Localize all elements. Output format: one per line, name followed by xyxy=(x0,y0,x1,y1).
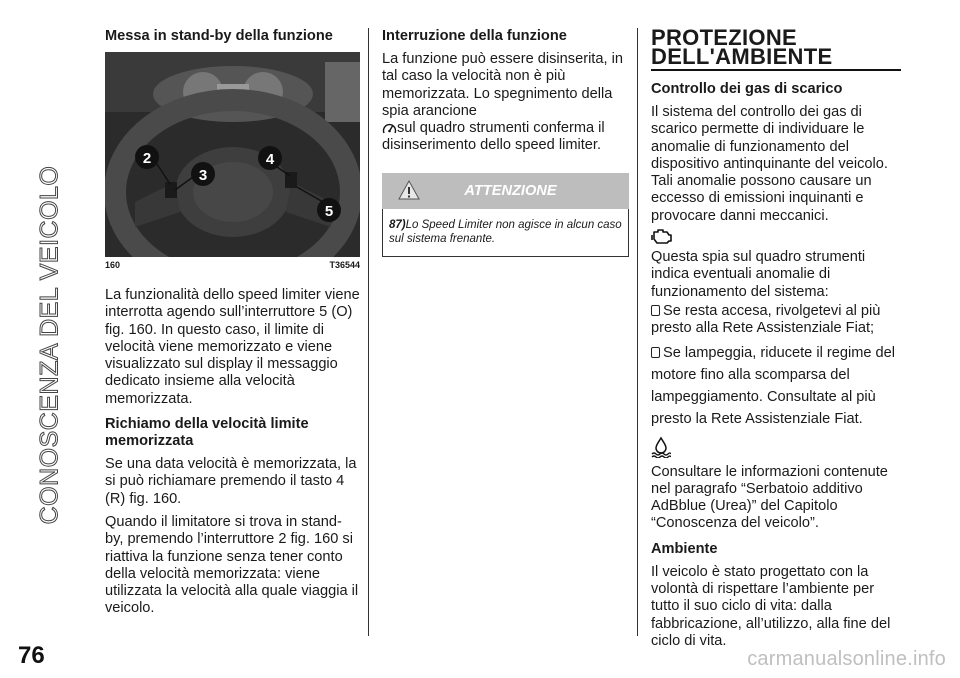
warning-number: 87) xyxy=(389,218,406,231)
engine-warning-icon xyxy=(651,227,673,245)
figure-code: T36544 xyxy=(329,260,360,270)
paragraph: La funzione può essere disinserita, in tal caso la velocità non è più memorizzata. Lo spegnimento della spia arancione sul quadro strumenti conferma il disinserimento dello speed limiter. xyxy=(382,51,623,154)
page-number: 76 xyxy=(18,642,45,669)
svg-text:4: 4 xyxy=(265,151,275,168)
warning-box xyxy=(382,209,629,257)
column-divider xyxy=(368,28,369,636)
column-left xyxy=(105,28,360,618)
speed-limiter-warning-icon xyxy=(382,122,397,135)
figure-number: 160 xyxy=(105,260,121,270)
steering-wheel-figure xyxy=(105,52,360,257)
section-heading: Interruzione della funzione xyxy=(382,28,567,44)
bullet-icon xyxy=(651,347,660,358)
paragraph: Questa spia sul quadro strumenti indica eventuali anomalie di funzionamento del sistema: xyxy=(651,249,866,300)
warning-title: ATTENZIONE xyxy=(464,182,557,199)
paragraph: Il sistema del controllo dei gas di scarico permette di individuare le anomalie di funzionamento del dispositivo antinquinante del veicolo. Tali anomalie possono causare un eccesso di emissioni inquinanti e provocare danni meccanici. xyxy=(651,104,888,224)
engine-icon-row xyxy=(651,227,901,249)
section-heading: Ambiente xyxy=(651,540,718,557)
paragraph: Quando il limitatore si trova in stand-by, premendo l’interruttore 2 fig. 160 si riattiva la funzione senza tener conto della velocità memorizzata: viene utilizzata la velocità alla quale viaggia il veicolo. xyxy=(105,513,359,617)
svg-text:5: 5 xyxy=(324,203,334,220)
svg-text:2: 2 xyxy=(142,150,152,167)
column-divider xyxy=(637,28,638,636)
warning-text: Lo Speed Limiter non agisce in alcun caso sul sistema frenante. xyxy=(389,218,622,245)
paragraph: Se una data velocità è memorizzata, la si può richiamare premendo il tasto 4 (R) fig. 160. xyxy=(105,456,357,507)
warning-header xyxy=(382,173,629,209)
paragraph: La funzionalità dello speed limiter viene interrotta agendo sull’interruttore 5 (O) fig. 160. In questo caso, il limite di velocità viene memorizzato e viene visualizzato sul display il messaggio dedicato insieme alla velocità memorizzata. xyxy=(105,287,360,407)
warning-triangle-icon xyxy=(398,180,420,200)
section-heading: Richiamo della velocità limite memorizzata xyxy=(105,416,309,450)
section-title: PROTEZIONE DELL'AMBIENTE xyxy=(651,28,901,71)
paragraph: Consultare le informazioni contenute nel paragrafo “Serbatoio additivo AdBblue (Urea)” del Capitolo “Conoscenza del veicolo”. xyxy=(651,463,888,532)
column-right xyxy=(651,25,901,650)
section-heading: Controllo dei gas di scarico xyxy=(651,81,843,97)
paragraph: Il veicolo è stato progettato con la volontà di rispettare l’ambiente per tutto il suo ciclo di vita: dalla fabbricazione, all’utilizzo, alla fine del ciclo di vita. xyxy=(651,563,891,649)
column-middle xyxy=(382,28,629,257)
bullet-icon xyxy=(651,305,660,316)
watermark: carmanualsonline.info xyxy=(747,648,946,670)
svg-text:3: 3 xyxy=(198,167,208,184)
adblue-icon-row xyxy=(651,436,901,460)
section-heading: Messa in stand-by della funzione xyxy=(105,28,333,44)
steering-wheel-photo xyxy=(105,52,360,257)
adblue-warning-icon xyxy=(651,436,671,458)
bullet-item: Se lampeggia, riducete il regime del motore fino alla scomparsa del lampeggiamento. Consultate al più presto la Rete Assistenziale Fiat. xyxy=(651,344,896,427)
figure-caption xyxy=(105,260,360,271)
bullet-item: Se resta accesa, rivolgetevi al più presto alla Rete Assistenziale Fiat; xyxy=(651,302,881,337)
